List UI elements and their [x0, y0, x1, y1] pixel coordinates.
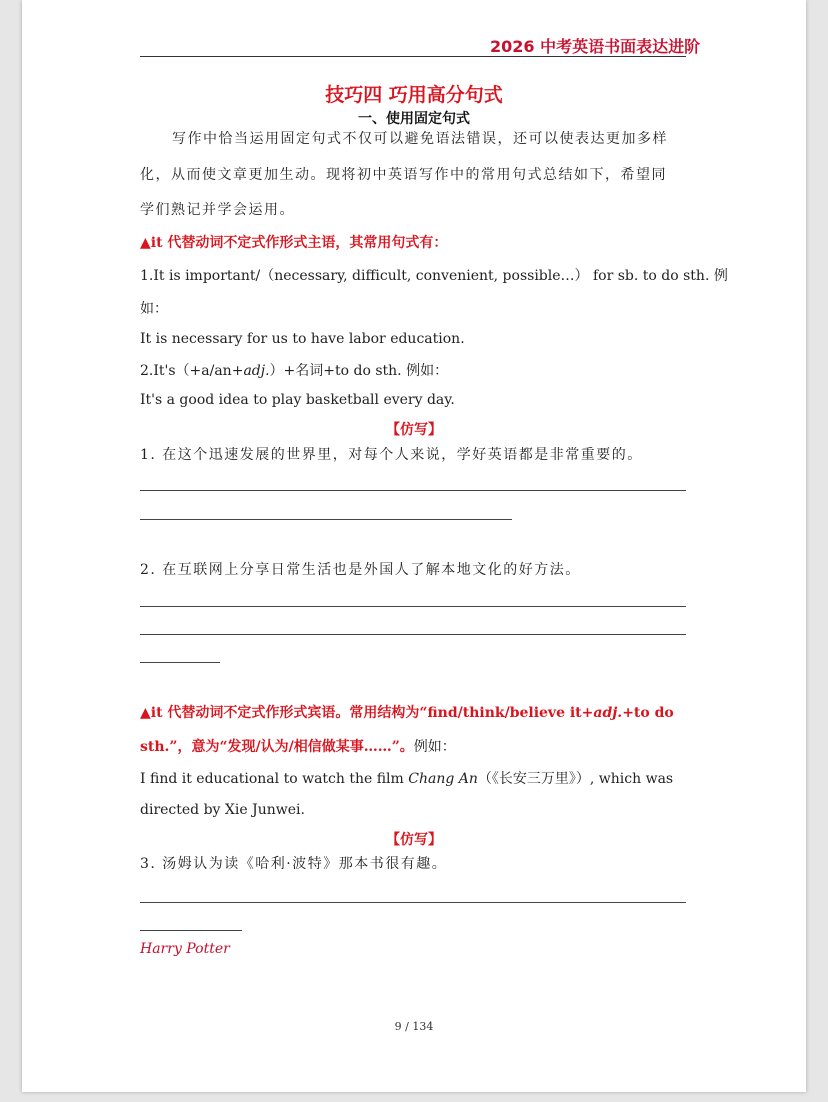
answer-line [140, 902, 686, 903]
question-3: 3. 汤姆认为读《哈利·波特》那本书很有趣。 [140, 856, 448, 872]
example-3-post: （《长安三万里》）, which was [477, 771, 674, 787]
film-title: Chang An [408, 771, 478, 787]
example-3-pre: I find it educational to watch the film [140, 771, 409, 787]
document-header: 2026 中考英语书面表达进阶 [490, 37, 701, 56]
section-title: 技巧四 巧用高分句式 [325, 84, 503, 106]
part2-heading-line2 [140, 736, 456, 756]
answer-line [140, 930, 242, 931]
example-3-line2: directed by Xie Junwei. [140, 802, 305, 818]
rule2-post: ）+名词+to do sth. 例如： [269, 363, 449, 379]
part2-heading-pre: ▲it 代替动词不定式作形式宾语。常用结构为“find/think/believe it+ [140, 705, 594, 721]
part2-heading-post: +to do [622, 705, 674, 721]
section-subtitle: 一、使用固定句式 [358, 111, 470, 127]
page-number: 9 / 134 [394, 1020, 434, 1033]
rule2-pre: 2.It's（+a/an+ [140, 363, 244, 379]
example-2: It's a good idea to play basketball every day. [140, 392, 455, 408]
part2-heading-adj: adj. [593, 705, 623, 721]
practice-label-2: 【仿写】 [386, 832, 442, 848]
example-1: It is necessary for us to have labor education. [140, 331, 465, 347]
answer-line [140, 606, 686, 607]
part1-heading: ▲it 代替动词不定式作形式主语，其常用句式有： [140, 235, 448, 251]
question-2: 2. 在互联网上分享日常生活也是外国人了解本地文化的好方法。 [140, 562, 581, 578]
intro-line-1: 写作中恰当运用固定句式不仅可以避免语法错误，还可以使表达更加多样 [172, 131, 668, 147]
example-3-line1 [140, 768, 673, 788]
part2-heading-line1 [140, 702, 674, 722]
rule1-line2: 如： [140, 301, 168, 317]
answer-line [140, 634, 686, 635]
answer-line [140, 490, 686, 491]
intro-line-2: 化，从而使文章更加生动。现将初中英语写作中的常用句式总结如下，希望同 [140, 167, 667, 183]
question-1: 1. 在这个迅速发展的世界里，对每个人来说，学好英语都是非常重要的。 [140, 447, 643, 463]
rule1-line1: 1.It is important/（necessary, difficult, convenient, possible…） for sb. to do sth. 例 [140, 268, 728, 284]
header-rule [140, 56, 686, 57]
practice-label-1: 【仿写】 [386, 422, 442, 438]
hint-text: Harry Potter [140, 941, 230, 957]
answer-line [140, 662, 220, 663]
intro-line-3: 学们熟记并学会运用。 [140, 202, 295, 218]
rule2 [140, 360, 448, 380]
part2-heading-example: 例如： [413, 739, 456, 755]
answer-line [140, 519, 512, 520]
rule2-adj: adj. [243, 363, 270, 379]
part2-heading-red: sth.”，意为“发现/认为/相信做某事……”。 [140, 739, 414, 755]
